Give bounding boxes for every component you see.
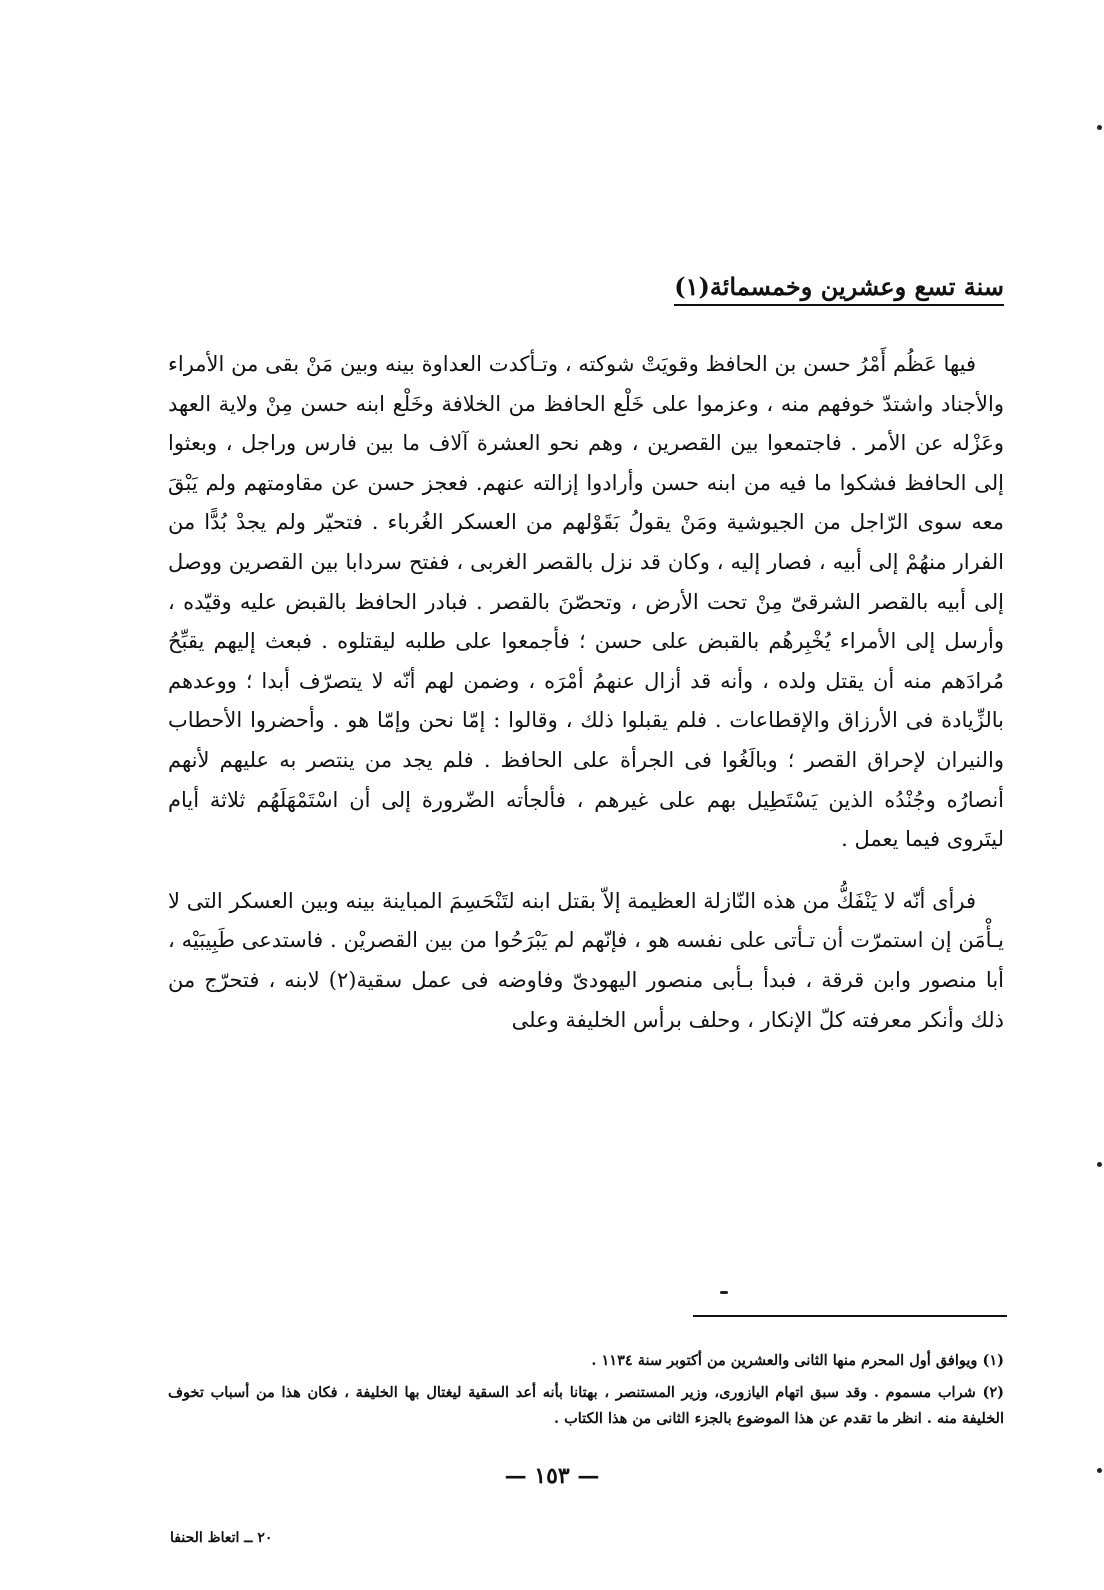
paragraph-1: فيها عَظُم أَمْرُ حسن بن الحافظ وقويَتْ شوكته ، وتـأكدت العداوة بينه وبين مَنْ بقى من الأمراء والأجناد واشتدّ خوفهم منه ، وعزموا على خَلْع الحافظ من الخلافة وخَلْع ابنه حسن مِنْ ولاية العهد وعَزْله عن الأمر . فاجتمعوا بين القصرين ، وهم نحو العشرة آلاف ما بين فارس وراجل ، وبعثوا إلى الحافظ فشكوا ما فيه من ابنه حسن وأرادوا إزالته عنهم. فعجز حسن عن مقاومتهم ولم يَبْقَ معه سوى الرّاجل من الجيوشية ومَنْ يقولُ بَقَوْلهم من العسكر الغُرباء . فتحيّر ولم يجدْ بُدًّا من الفرار منهُمْ إلى أبيه ، فصار إليه ، وكان قد نزل بالقصر الغربى ، ففتح سردابا بين القصرين ووصل إلى أبيه بالقصر الشرقىّ مِنْ تحت الأرض ، وتحصّنَ بالقصر . فبادر الحافظ بالقبض عليه وقيّده ، وأرسل إلى الأمراء يُخْبِرهُم بالقبض على حسن ؛ فأجمعوا على طلبه ليقتلوه . فبعث إليهم يقبِّحُ مُرادَهم منه أن يقتل ولده ، وأنه قد أزال عنهمُ أمْرَه ، وضمن لهم أنّه لا يتصرّف أبدا ؛ ووعدهم بالزِّيادة فى الأرزاق والإقطاعات . فلم يقبلوا ذلك ، وقالوا : إمّا نحن وإمّا هو . وأحضروا الأحطاب والنيران لإحراق القصر ؛ وبالَغُوا فى الجرأة على الحافظ . فلم يجد من ينتصر به عليهم لأنهم أنصارُه وجُنْدُه الذين يَسْتَطِيل بهم على غيرهم ، فألجأته الضّرورة إلى أن اسْتَمْهَلَهُم ثلاثة أيام ليتَروى فيما يعمل .: [168, 352, 1004, 852]
scan-speck: [1097, 1468, 1102, 1473]
scan-speck: [1097, 1162, 1102, 1167]
footnote-1: (١) ويوافق أول المحرم منها الثانى والعشرين من أكتوبر سنة ١١٣٤ .: [591, 1352, 1004, 1369]
section-heading: سنة تسع وعشرين وخمسمائة(١): [674, 272, 1004, 306]
footnote-divider: [693, 1315, 1007, 1317]
scan-speck: [1097, 125, 1102, 130]
page-number: — ١٥٣ —: [504, 1463, 600, 1489]
paragraph-2: فرأى أنّه لا يَنْفَكُّ من هذه النّازلة العظيمة إلاّ بقتل ابنه لتَنْحَسِمَ المباينة بينه وبين العسكر التى لا يـأْمَن إن استمرّت أن تـأتى على نفسه هو ، فإنّهم لم يَبْرَحُوا من بين القصريْن . فاستدعى طَبِيبَيْه ، أبا منصور وابن قرقة ، فبدأ بـأبى منصور اليهودىّ وفاوضه فى عمل سقية(٢) لابنه ، فتحرّج من ذلك وأنكر معرفته كلّ الإنكار ، وحلف برأس الخليفة وعلى: [168, 888, 1004, 1032]
footnote-2: (٢) شراب مسموم . وقد سبق اتهام اليازورى، وزير المستنصر ، بهتانا بأنه أعد السقية ليغتال بها الخليفة ، فكان هذا من أسباب تخوف الخليفة منه . انظر ما تقدم عن هذا الموضوع بالجزء الثانى من هذا الكتاب .: [168, 1384, 1004, 1427]
printer-signature: ٢٠ ــ اتعاظ الحنفا: [170, 1530, 273, 1546]
footnotes: [168, 1348, 1004, 1438]
main-text: [168, 345, 1004, 1040]
scan-speck: [720, 1291, 728, 1294]
